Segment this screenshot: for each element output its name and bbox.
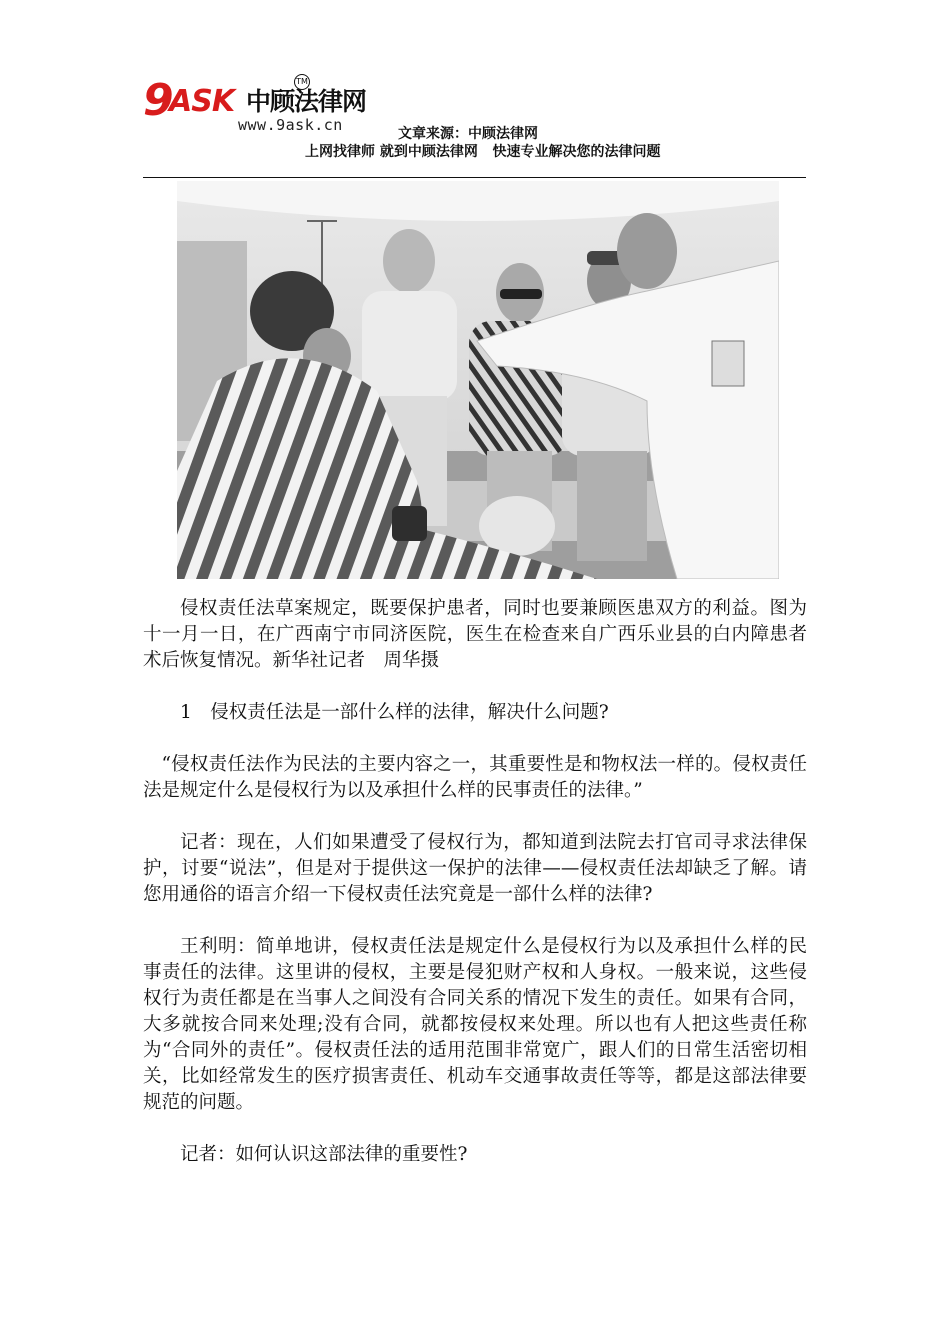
source-line: 文章来源：中顾法律网: [398, 126, 538, 142]
interview-question: 记者：现在，人们如果遭受了侵权行为，都知道到法院去打官司寻求法律保护，讨要“说法”，但是对于提供这一保护的法律——侵权责任法却缺乏了解。请您用通俗的语言介绍一下侵权责任法究竟是一部什么样的法律?: [143, 832, 807, 905]
site-logo[interactable]: [143, 76, 403, 136]
question-heading: 1 侵权责任法是一部什么样的法律，解决什么问题?: [180, 702, 609, 723]
photo-caption: 侵权责任法草案规定，既要保护患者，同时也要兼顾医患双方的利益。图为十一月一日，在广西南宁市同济医院，医生在检查来自广西乐业县的白内障患者术后恢复情况。新华社记者 周华摄: [143, 598, 807, 671]
interview-question: 记者：如何认识这部法律的重要性?: [180, 1144, 468, 1165]
logo-mark-nine: 9: [143, 75, 174, 126]
hospital-photo: [177, 181, 779, 579]
pull-quote: “侵权责任法作为民法的主要内容之一，其重要性是和物权法一样的。侵权责任法是规定什么是侵权行为以及承担什么样的民事责任的法律。”: [143, 754, 807, 801]
slogan-line: 上网找律师 就到中顾法律网 快速专业解决您的法律问题: [305, 144, 661, 160]
article-body: [143, 596, 807, 1194]
header-divider: [143, 177, 806, 178]
interview-answer: 王利明：简单地讲，侵权责任法是规定什么是侵权行为以及承担什么样的民事责任的法律。这里讲的侵权，主要是侵犯财产权和人身权。一般来说，这些侵权行为责任都是在当事人之间没有合同关系的情况下发生的责任。如果有合同，大多就按合同来处理;没有合同，就都按侵权来处理。所以也有人把这些责任称为“合同外的责任”。侵权责任法的适用范围非常宽广，跟人们的日常生活密切相关，比如经常发生的医疗损害责任、机动车交通事故责任等等，都是这部法律要规范的问题。: [143, 936, 807, 1113]
logo-url: www.9ask.cn: [238, 116, 343, 134]
logo-brand-name: 中顾法律网: [246, 87, 367, 116]
logo-mark-ask: ASK: [169, 84, 235, 119]
trademark-badge: TM: [294, 74, 310, 90]
